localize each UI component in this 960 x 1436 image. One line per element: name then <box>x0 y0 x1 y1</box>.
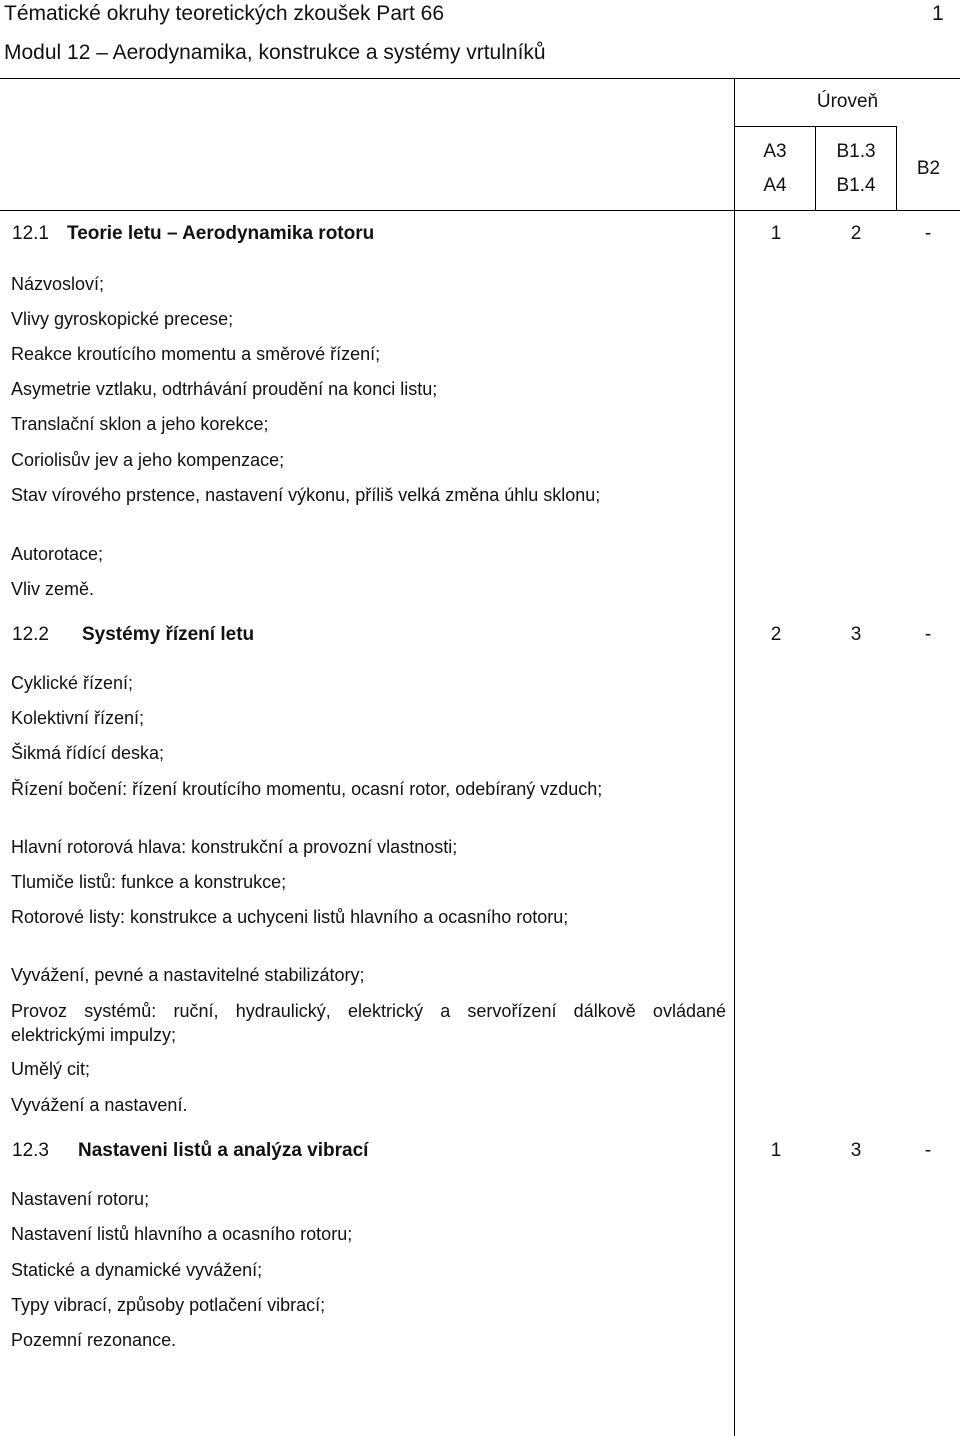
list-item: Coriolisův jev a jeho kompenzace; <box>11 450 285 470</box>
section-level-b2: - <box>924 223 932 244</box>
section-level-a: 1 <box>770 1140 782 1161</box>
section-title: Systémy řízení letu <box>82 624 255 645</box>
list-item: Asymetrie vztlaku, odtrhávání proudění na konci listu; <box>11 379 438 399</box>
list-item: Hlavní rotorová hlava: konstrukční a provozní vlastnosti; <box>11 837 458 857</box>
list-item: Pozemní rezonance. <box>11 1330 177 1350</box>
section-12-3-header <box>0 1140 960 1166</box>
level-b2: B2 <box>916 158 941 179</box>
module-title: Modul 12 – Aerodynamika, konstrukce a systémy vrtulníků <box>4 41 546 64</box>
list-item: Statické a dynamické vyvážení; <box>11 1260 263 1280</box>
section-number: 12.3 <box>12 1140 49 1161</box>
list-item: Rotorové listy: konstrukce a uchyceni listů hlavního a ocasního rotoru; <box>11 907 569 927</box>
level-b1-3: B1.3 <box>836 141 876 162</box>
header-rule-top <box>0 78 960 79</box>
list-item: Kolektivní řízení; <box>11 708 145 728</box>
column-rule-mid <box>815 126 816 210</box>
list-item: Vliv země. <box>11 579 95 599</box>
section-level-b1: 2 <box>850 223 862 244</box>
list-item: Tlumiče listů: funkce a konstrukce; <box>11 872 287 892</box>
level-b1-4: B1.4 <box>836 175 876 196</box>
document-title: Tématické okruhy teoretických zkoušek Part 66 <box>4 2 445 25</box>
levels-title: Úroveň <box>816 91 879 112</box>
section-title: Teorie letu – Aerodynamika rotoru <box>67 223 375 244</box>
list-item: Nastavení listů hlavního a ocasního rotoru; <box>11 1224 353 1244</box>
list-item: Typy vibrací, způsoby potlačení vibrací; <box>11 1295 326 1315</box>
page-number: 1 <box>932 2 944 25</box>
section-level-b1: 3 <box>850 624 862 645</box>
list-item: Provoz systémů: ruční, hydraulický, elektrický a servořízení dálkově ovládané elektrickými impulzy; <box>11 1001 726 1045</box>
level-a3: A3 <box>763 141 787 162</box>
level-a4: A4 <box>763 175 787 196</box>
section-number: 12.1 <box>12 223 49 244</box>
section-12-1-header <box>0 223 960 249</box>
section-level-b1: 3 <box>850 1140 862 1161</box>
list-item: Autorotace; <box>11 544 104 564</box>
list-item: Nastavení rotoru; <box>11 1189 150 1209</box>
list-item: Translační sklon a jeho korekce; <box>11 414 269 434</box>
list-item: Vlivy gyroskopické precese; <box>11 309 234 329</box>
list-item: Vyvážení a nastavení. <box>11 1095 188 1115</box>
list-item: Řízení bočení: řízení kroutícího momentu, ocasní rotor, odebíraný vzduch; <box>11 779 603 799</box>
list-item: Cyklické řízení; <box>11 673 134 693</box>
list-item: Stav vírového prstence, nastavení výkonu, příliš velká změna úhlu sklonu; <box>11 485 601 505</box>
section-level-a: 1 <box>770 223 782 244</box>
list-item: Umělý cit; <box>11 1059 91 1079</box>
list-item: Šikmá řídící deska; <box>11 743 165 763</box>
section-level-b2: - <box>924 1140 932 1161</box>
section-title: Nastaveni listů a analýza vibrací <box>78 1140 369 1161</box>
section-level-b2: - <box>924 624 932 645</box>
section-12-2-header <box>0 624 960 650</box>
section-level-a: 2 <box>770 624 782 645</box>
list-item: Názvosloví; <box>11 274 105 294</box>
column-rule-left <box>734 78 735 1436</box>
list-item: Reakce kroutícího momentu a směrové řízení; <box>11 344 381 364</box>
section-number: 12.2 <box>12 624 49 645</box>
list-item: Vyvážení, pevné a nastavitelné stabilizátory; <box>11 965 365 985</box>
header-rule-bottom <box>0 210 960 211</box>
